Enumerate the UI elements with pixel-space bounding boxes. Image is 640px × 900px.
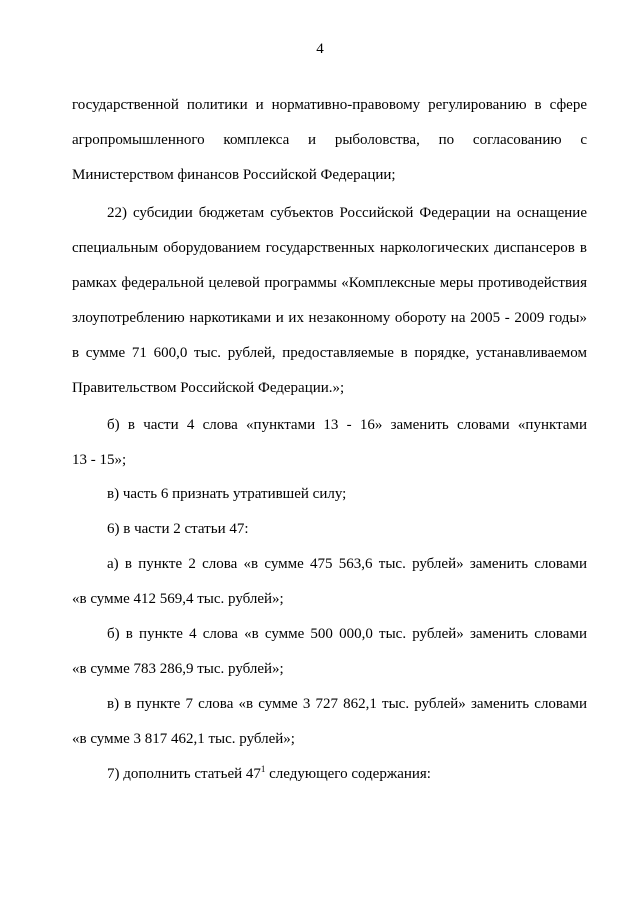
text-line: Правительством Российской Федерации.»; (72, 380, 345, 396)
superscript-number: 1 (260, 764, 266, 774)
text-line: а) в пункте 2 слова «в сумме 475 563,6 тыс. рублей» заменить словами (107, 556, 587, 572)
text-line: в) в пункте 7 слова «в сумме 3 727 862,1 тыс. рублей» заменить словами (107, 696, 587, 712)
text-line: агропромышленного комплекса и рыболовства, по согласованию с (72, 132, 587, 148)
text-line: государственной политики и нормативно-правовому регулированию в сфере (72, 97, 587, 113)
text-line: рамках федеральной целевой программы «Комплексные меры противодействия (72, 275, 587, 291)
page-number: 4 (316, 41, 324, 57)
text-line: 6) в части 2 статьи 47: (107, 521, 249, 537)
text-fragment: 7) дополнить статьей 47 (107, 766, 261, 782)
text-line: злоупотреблению наркотиками и их незаконному обороту на 2005 - 2009 годы» (72, 310, 587, 326)
text-line: б) в пункте 4 слова «в сумме 500 000,0 тыс. рублей» заменить словами (107, 626, 587, 642)
text-line: б) в части 4 слова «пунктами 13 - 16» заменить словами «пунктами (107, 417, 587, 433)
text-line: «в сумме 783 286,9 тыс. рублей»; (72, 661, 284, 677)
text-line: в сумме 71 600,0 тыс. рублей, предоставляемые в порядке, устанавливаемом (72, 345, 587, 361)
text-line: «в сумме 3 817 462,1 тыс. рублей»; (72, 731, 295, 747)
text-line: в) часть 6 признать утратившей силу; (107, 486, 347, 502)
text-fragment: следующего содержания: (265, 766, 431, 782)
text-line: 13 - 15»; (72, 452, 127, 468)
text-line: 22) субсидии бюджетам субъектов Российской Федерации на оснащение (107, 205, 587, 221)
text-line: Министерством финансов Российской Федерации; (72, 167, 396, 183)
text-line-with-superscript (107, 765, 587, 783)
text-line: специальным оборудованием государственных наркологических диспансеров в (72, 240, 587, 256)
text-line: «в сумме 412 569,4 тыс. рублей»; (72, 591, 284, 607)
